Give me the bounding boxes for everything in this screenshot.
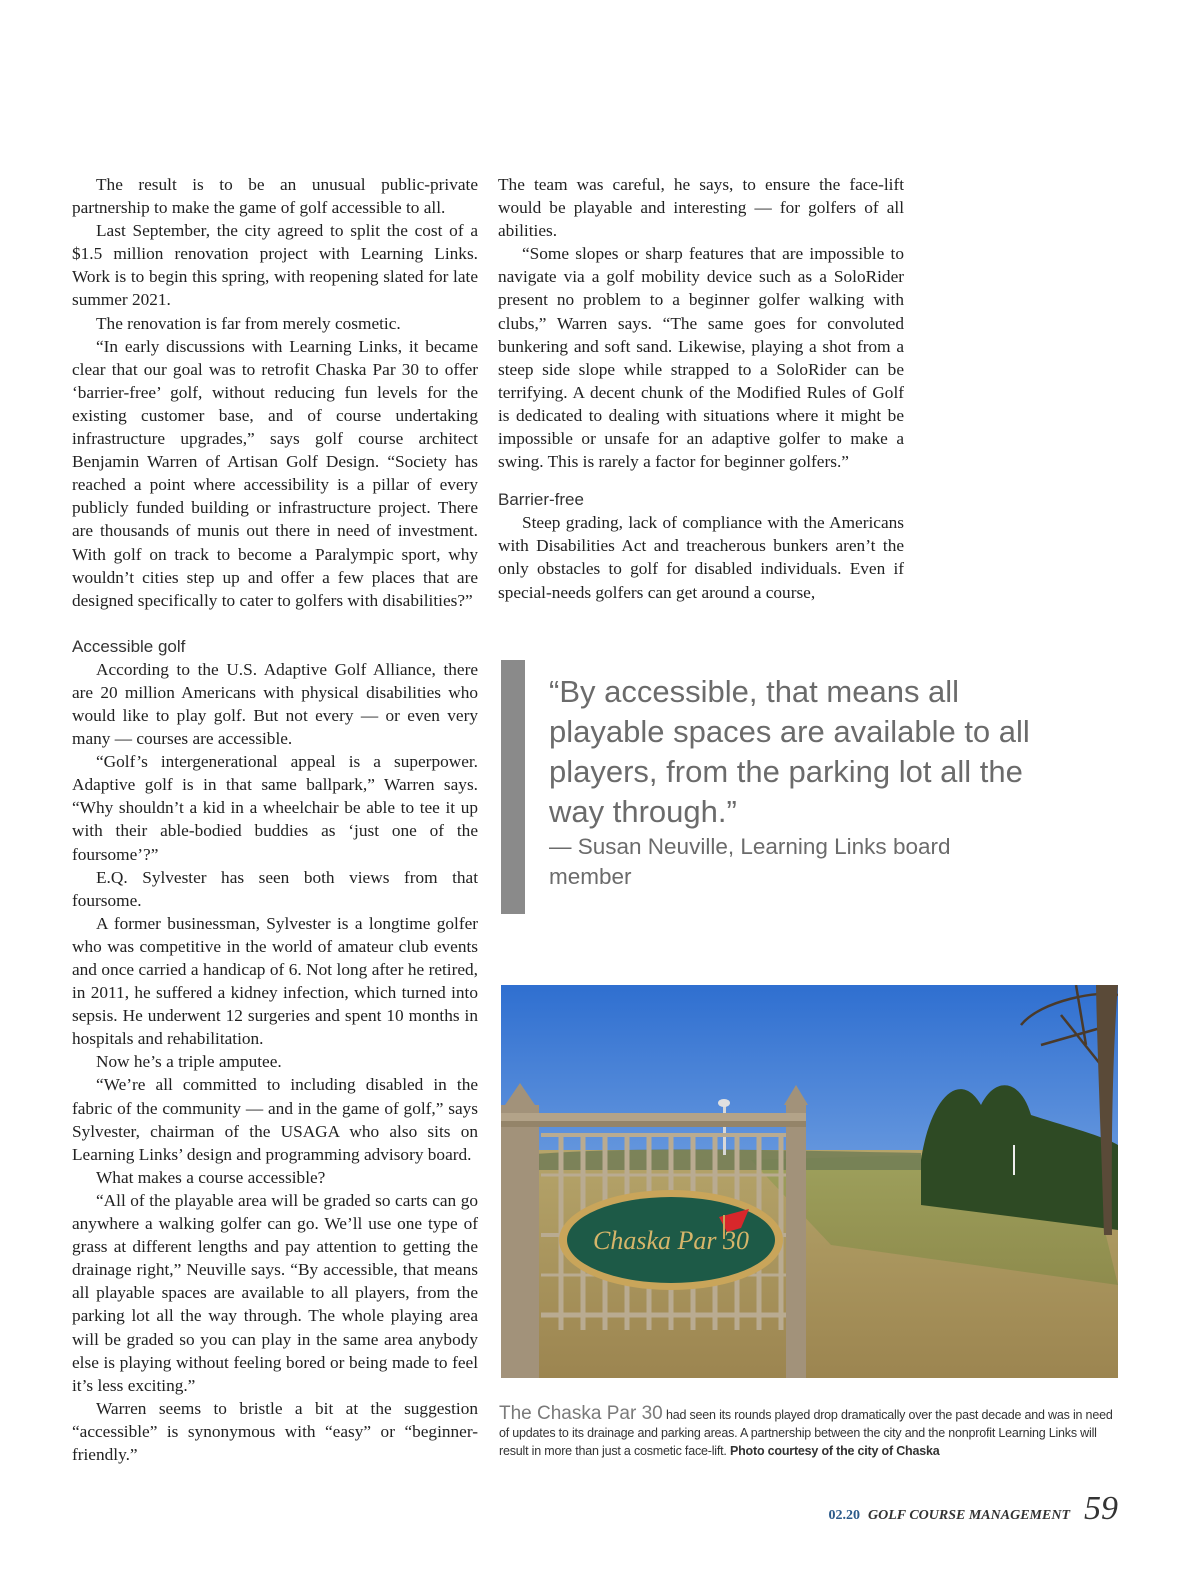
- left-paragraphs-b: [72, 658, 478, 1466]
- paragraph: What makes a course accessible?: [96, 1167, 326, 1187]
- paragraph: Warren seems to bristle a bit at the suggestion “accessible” is synonymous with “easy” or “beginner-friendly.”: [72, 1398, 478, 1464]
- photo-caption: [499, 1405, 1119, 1460]
- course-sign-photo: [501, 985, 1118, 1378]
- paragraph: According to the U.S. Adaptive Golf Alliance, there are 20 million Americans with physical disabilities who would like to play golf. But not every — or even very many — courses are accessible.: [72, 659, 478, 749]
- right-paragraphs-b: [498, 511, 904, 603]
- sign-text: Chaska Par 30: [593, 1226, 749, 1255]
- page-number: 59: [1084, 1490, 1118, 1527]
- pull-quote-bar: [501, 660, 525, 914]
- paragraph: The result is to be an unusual public-private partnership to make the game of golf accessible to all.: [72, 175, 478, 218]
- caption-lead: The Chaska Par 30: [499, 1403, 663, 1424]
- caption-body: had seen its rounds played drop dramatically over the past decade and was in need of updates to its drainage and parking areas. A partnership between the city and the nonprofit Learning Links will result in more than just a cosmetic face-lift.: [499, 1408, 1113, 1458]
- footer-issue: 02.20: [828, 1508, 860, 1523]
- paragraph: Now he’s a triple amputee.: [96, 1052, 282, 1072]
- left-paragraphs-a: [72, 173, 478, 612]
- paragraph: The renovation is far from merely cosmetic.: [96, 313, 401, 333]
- paragraph: “Golf’s intergenerational appeal is a superpower. Adaptive golf is in that same ballpark,” Warren says. “Why shouldn’t a kid in a wheelchair be able to tee it up with their able-bodied buddies as ‘just one of the foursome’?”: [72, 752, 478, 864]
- paragraph: “All of the playable area will be graded so carts can go anywhere a walking golfer can go. We’ll use one type of grass at different lengths and pay attention to getting the drainage right,” Neuville says. “By accessible, that means all playable spaces are available to all players, from the parking lot all the way through. The whole playing area will be graded so you can play in the same area anybody else is playing without feeling bored or being made to feel it’s less exciting.”: [72, 1190, 478, 1395]
- paragraph: The team was careful, he says, to ensure the face-lift would be playable and interesting — for golfers of all abilities.: [498, 175, 904, 241]
- pull-quote: [501, 660, 1101, 914]
- page-footer: [828, 1490, 1118, 1528]
- pull-quote-attribution: — Susan Neuville, Learning Links board member: [549, 834, 951, 889]
- right-paragraphs-a: [498, 173, 904, 473]
- caption-credit: Photo courtesy of the city of Chaska: [729, 1444, 940, 1458]
- paragraph: “We’re all committed to including disabled in the fabric of the community — and in the game of golf,” says Sylvester, chairman of the USAGA who also sits on Learning Links’ design and programming advisory board.: [72, 1075, 478, 1164]
- paragraph: “In early discussions with Learning Links, it became clear that our goal was to retrofit Chaska Par 30 to offer ‘barrier-free’ golf, without reducing fun levels for the existing customer base, and of course undertaking infrastructure upgrades,” says golf course architect Benjamin Warren of Artisan Golf Design. “Society has reached a point where accessibility is a pillar of every publicly funded building or infrastructure project. There are thousands of munis out there in need of investment. With golf on track to become a Paralympic sport, why wouldn’t cities step up and offer a few places that are designed specifically to cater to golfers with disabilities?”: [72, 336, 478, 610]
- paragraph: E.Q. Sylvester has seen both views from that foursome.: [72, 867, 478, 910]
- paragraph: A former businessman, Sylvester is a longtime golfer who was competitive in the world of amateur club events and once carried a handicap of 6. Not long after he retired, in 2011, he suffered a kidney infection, which turned into sepsis. He underwent 12 surgeries and spent 10 months in hospitals and rehabilitation.: [72, 913, 478, 1049]
- paragraph: Last September, the city agreed to split the cost of a $1.5 million renovation project with Learning Links. Work is to begin this spring, with reopening slated for late summer 2021.: [72, 221, 478, 310]
- paragraph: Steep grading, lack of compliance with the Americans with Disabilities Act and treacherous bunkers aren’t the only obstacles to golf for disabled individuals. Even if special-needs golfers can get around a course,: [498, 513, 904, 602]
- left-column: [72, 173, 478, 1466]
- right-column: [498, 173, 904, 604]
- subhead-barrier-free: Barrier-free: [498, 490, 584, 510]
- pull-quote-text: “By accessible, that means all playable spaces are available to all players, from the parking lot all the way through.”: [549, 674, 1030, 829]
- footer-magazine-title: GOLF COURSE MANAGEMENT: [867, 1508, 1070, 1523]
- paragraph: “Some slopes or sharp features that are impossible to navigate via a golf mobility device such as a SoloRider present no problem to a beginner golfer walking with clubs,” Warren says. “The same goes for convoluted bunkering and soft sand. Likewise, playing a shot from a steep side slope while strapped to a SoloRider can be terrifying. A decent chunk of the Modified Rules of Golf is dedicated to dealing with situations where it might be impossible or unsafe for an adaptive golfer to make a swing. This is rarely a factor for beginner golfers.”: [498, 244, 904, 472]
- subhead-accessible-golf: Accessible golf: [72, 636, 186, 656]
